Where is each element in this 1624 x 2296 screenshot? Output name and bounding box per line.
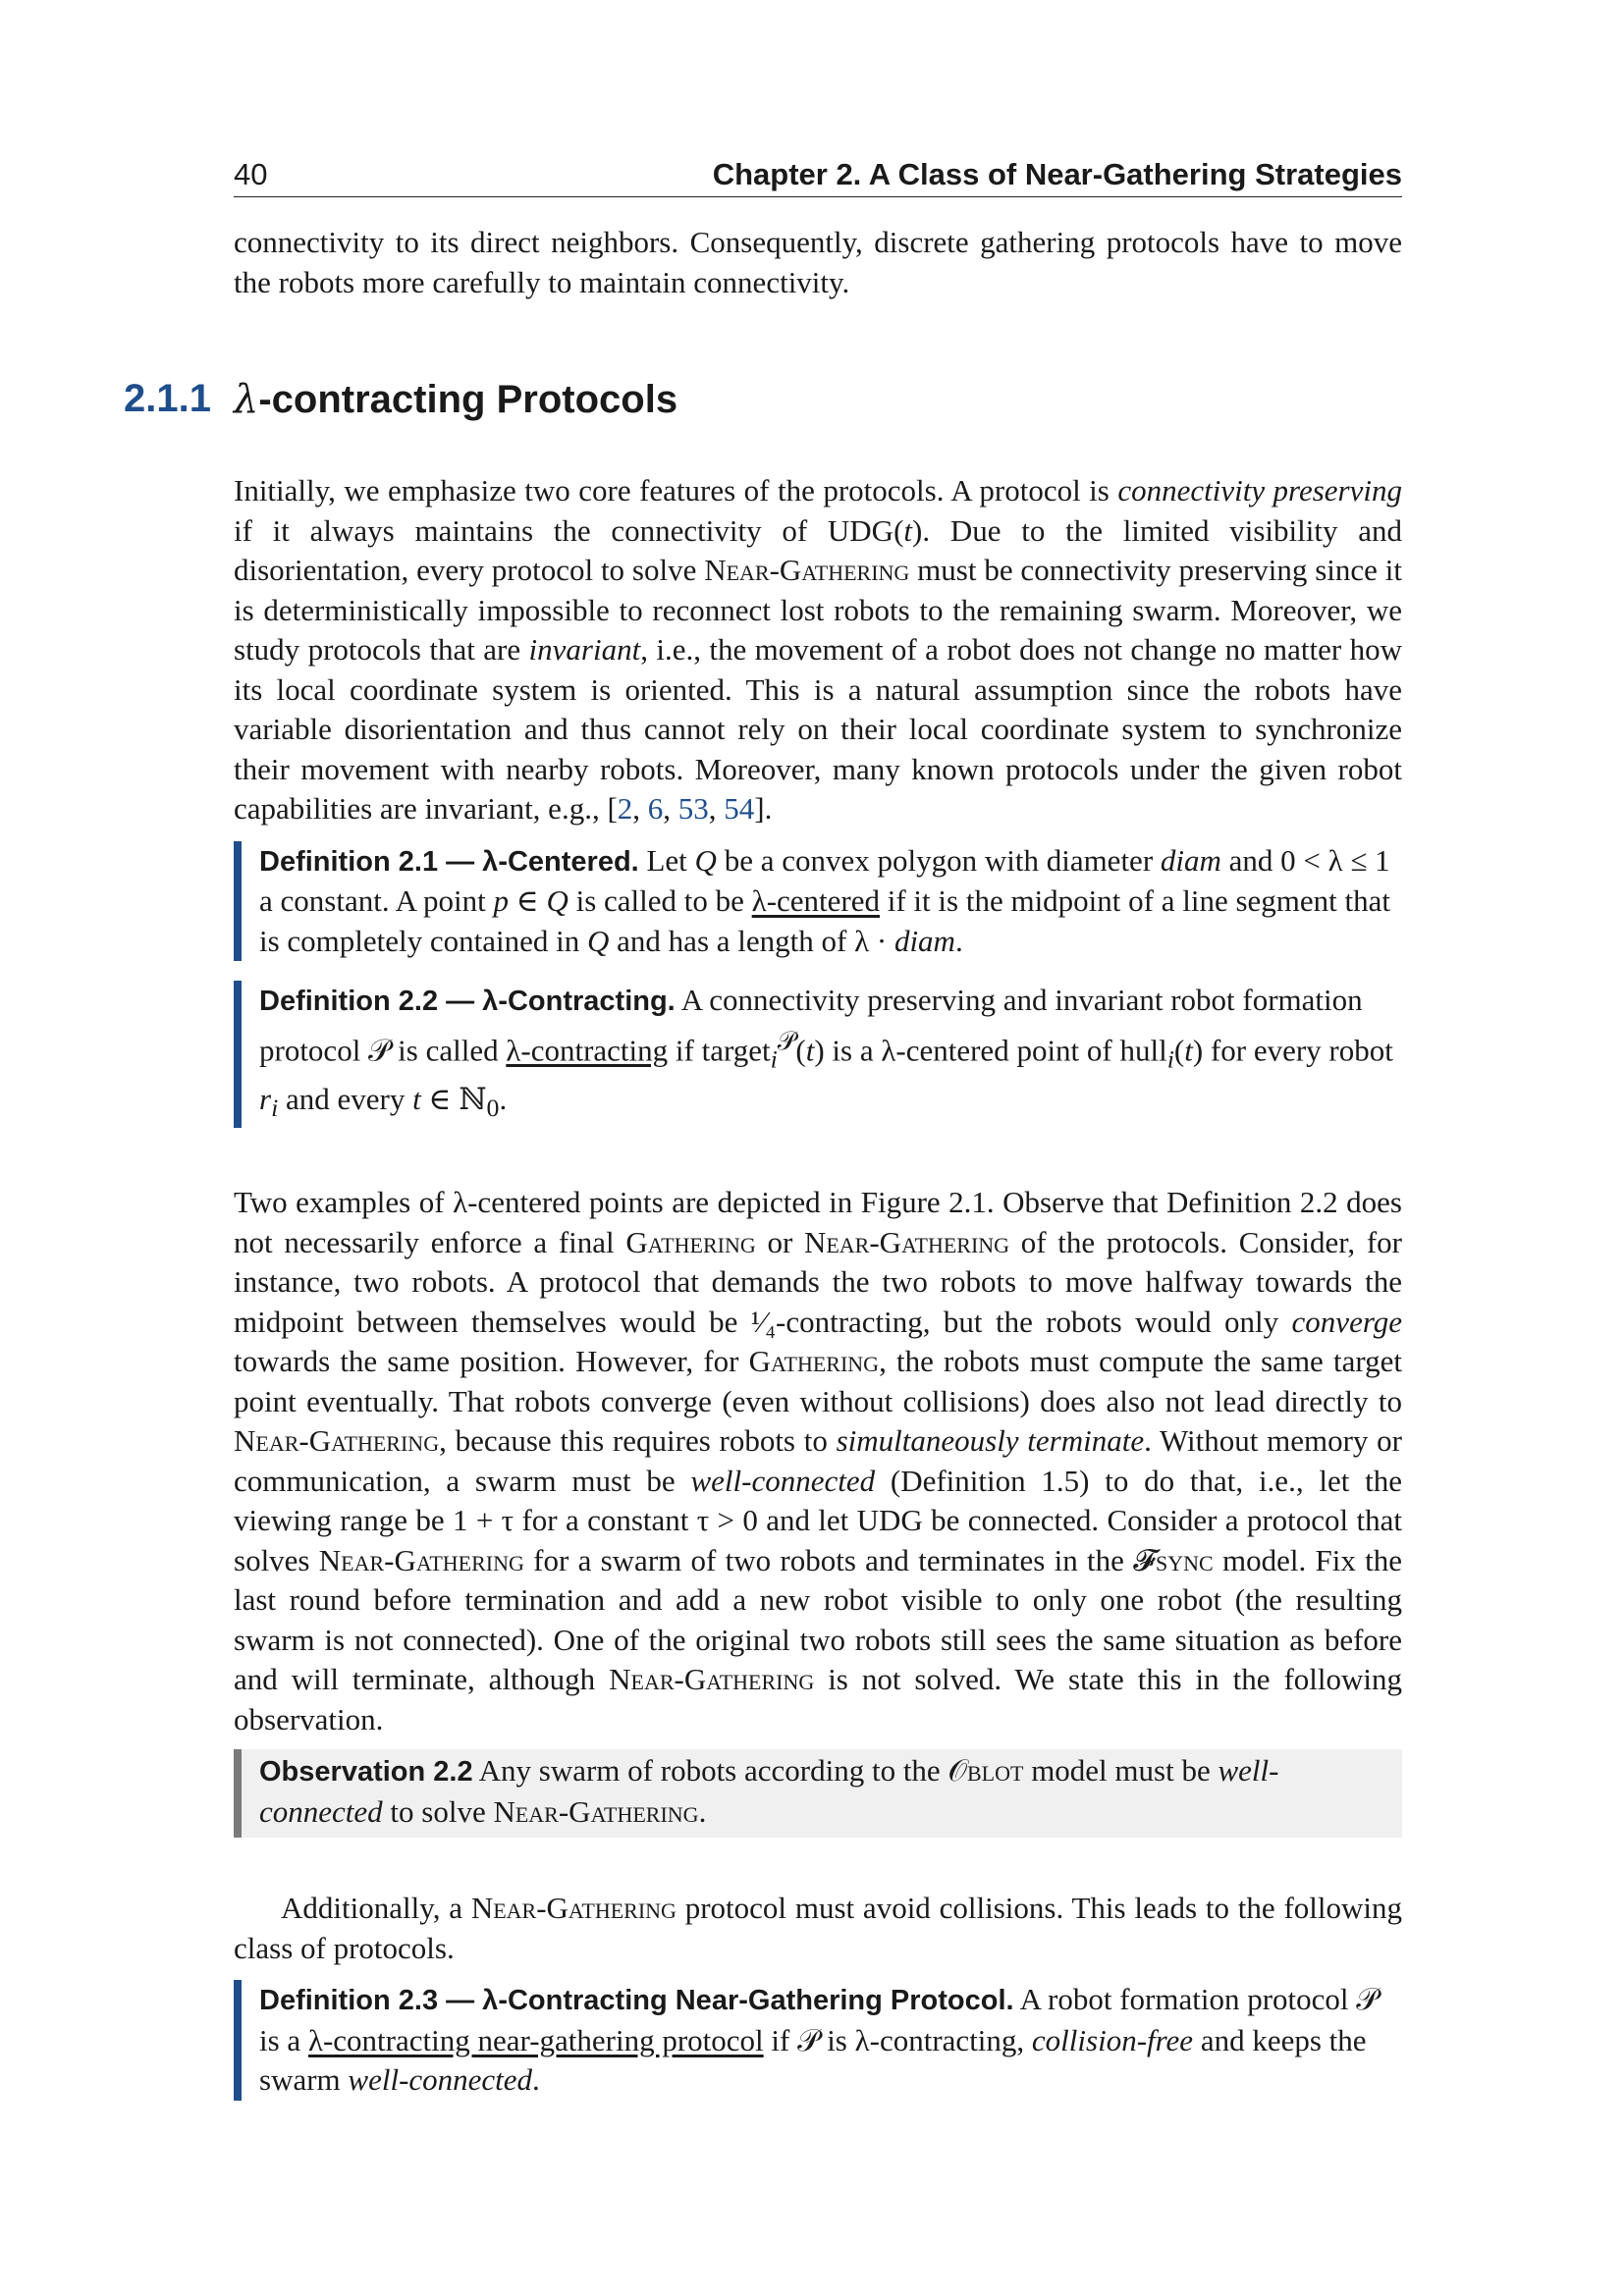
page-number: 40 bbox=[234, 157, 268, 191]
paragraph-protocol-features: Initially, we emphasize two core features of the protocols. A protocol is connectivity preserving if it always maintains the connectivity of UDG(t). Due to the limited visibility and disorientation, every protocol to solve Near-Gathering must be connectivity preserving since it is deterministically impossible to reconnect lost robots to the remaining swarm. Moreover, we study protocols that are invariant, i.e., the movement of a robot does not change no matter how its local coordinate system is oriented. This is a natural assumption since the robots have variable disorientation and thus cannot rely on their local coordinate system to synchronize their movement with nearby robots. Moreover, many known protocols under the given robot capabilities are invariant, e.g., [2, 6, 53, 54]. bbox=[234, 473, 1403, 826]
citation-link[interactable]: 6 bbox=[647, 791, 664, 826]
definition-2-2: Definition 2.2 — λ-Contracting. A connectivity preserving and invariant robot formation protocol 𝒫 is called λ-contracting if target$_i^𝒫$(t) is a λ-centered point of hull$_i$(t) for every robot $r_i$ and every t ∈ ℕ$_0$. bbox=[234, 981, 1402, 1128]
section-title: λ-contracting Protocols bbox=[234, 377, 678, 422]
paragraph-collisions: Additionally, a Near-Gathering protocol must avoid collisions. This leads to the following class of protocols. bbox=[234, 1891, 1402, 1965]
citation-link[interactable]: 2 bbox=[617, 791, 633, 826]
running-header bbox=[234, 157, 1402, 197]
definition-label: Definition 2.1 — λ-Centered. bbox=[259, 845, 639, 878]
defined-term: λ-contracting near-gathering protocol bbox=[307, 2022, 764, 2057]
defined-term: λ-centered bbox=[751, 883, 880, 918]
citation-link[interactable]: 54 bbox=[724, 791, 755, 826]
definition-label: Definition 2.2 — λ-Contracting. bbox=[259, 986, 676, 1017]
intro-paragraph: connectivity to its direct neighbors. Consequently, discrete gathering protocols have to move the robots more carefully to maintain connectivity. bbox=[234, 225, 1402, 299]
paragraph-examples: Two examples of λ-centered points are depicted in Figure 2.1. Observe that Definition 2.2 does not necessarily enforce a final Gathering or Near-Gathering of the protocols. Consider, for instance, two robots. A protocol that demands the two robots to move halfway towards the midpoint between themselves would be ¹⁄₄-contracting, but the robots would only converge towards the same position. However, for Gathering, the robots must compute the same target point eventually. That robots converge (even without collisions) does also not lead directly to Near-Gathering, because this requires robots to simultaneously terminate. Without memory or communication, a swarm must be well-connected (Definition 1.5) to do that, i.e., let the viewing range be 1 + τ for a constant τ > 0 and let UDG be connected. Consider a protocol that solves Near-Gathering for a swarm of two robots and terminates in the 𝓕sync model. Fix the last round before termination and add a new robot visible to only one robot (the resulting swarm is not connected). One of the original two robots still sees the same situation as before and will terminate, although Near-Gathering is not solved. We state this in the following observation. bbox=[234, 1185, 1402, 1736]
section-heading bbox=[124, 377, 1402, 432]
chapter-title: Chapter 2. A Class of Near-Gathering Strategies bbox=[712, 157, 1402, 191]
page bbox=[124, 157, 1403, 2101]
citation-link[interactable]: 53 bbox=[677, 791, 709, 826]
section-number: 2.1.1 bbox=[124, 377, 211, 420]
defined-term: λ-contracting bbox=[506, 1032, 669, 1067]
observation-2-2: Observation 2.2 Any swarm of robots according to the 𝒪blot model must be well-connected to solve Near-Gathering. bbox=[234, 1749, 1402, 1838]
definition-label: Definition 2.3 — λ-Contracting Near-Gathering Protocol. bbox=[259, 1985, 1014, 2017]
observation-label: Observation 2.2 bbox=[259, 1756, 473, 1789]
definition-2-3: Definition 2.3 — λ-Contracting Near-Gathering Protocol. A robot formation protocol 𝒫 is a λ-contracting near-gathering protocol if 𝒫 is λ-contracting, collision-free and keeps the swarm well-connected. bbox=[234, 1980, 1402, 2101]
definition-2-1: Definition 2.1 — λ-Centered. Let Q be a convex polygon with diameter diam and 0 < λ ≤ 1 a constant. A point p ∈ Q is called to be λ-centered if it is the midpoint of a line segment that is completely contained in Q and has a length of λ · diam. bbox=[234, 841, 1402, 962]
